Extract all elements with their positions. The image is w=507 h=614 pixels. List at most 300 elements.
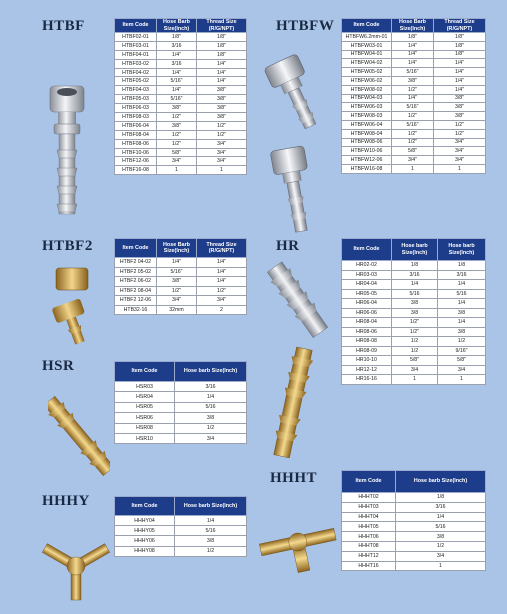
table-header-row xyxy=(115,19,247,33)
table-cell: HTBFW08-02 xyxy=(342,85,392,94)
table-row xyxy=(115,113,247,122)
column-header: Item Code xyxy=(115,497,175,516)
table-cell: 1/8 xyxy=(438,261,486,271)
column-header: Hose barb Size(Inch) xyxy=(438,239,486,261)
table-cell: HTBFW08-03 xyxy=(342,112,392,121)
table-row xyxy=(115,526,247,536)
hsr-table xyxy=(114,361,247,444)
table-cell: HHHT04 xyxy=(342,512,396,522)
column-header: Item Code xyxy=(115,362,175,382)
table-row xyxy=(115,139,247,148)
table-row xyxy=(342,356,486,366)
table-cell: 5/16 xyxy=(175,402,247,412)
table-cell: 1/4 xyxy=(175,392,247,402)
table-cell: 1/2 xyxy=(396,541,486,551)
table-row xyxy=(115,148,247,157)
table-row xyxy=(342,59,486,68)
table-cell: 1/8" xyxy=(434,33,486,42)
table-cell: HTBF10-06 xyxy=(115,148,157,157)
table-row xyxy=(342,261,486,271)
table-cell: HHHT08 xyxy=(342,541,396,551)
table-cell: 3/4 xyxy=(438,365,486,375)
table-cell: 1/8" xyxy=(197,41,247,50)
table-row xyxy=(342,41,486,50)
table-cell: HR06-06 xyxy=(342,308,392,318)
table-cell: HHHY06 xyxy=(115,536,175,546)
table-row xyxy=(342,318,486,328)
table-row xyxy=(342,147,486,156)
table-row xyxy=(342,532,486,542)
table-cell: HTBFW6.2mm-01 xyxy=(342,33,392,42)
table-cell: HTBFW10-06 xyxy=(342,147,392,156)
table-cell: 1/2" xyxy=(392,138,434,147)
column-header: Hose barb Size(Inch) xyxy=(175,497,247,516)
table-cell: 32mm xyxy=(157,305,197,315)
htbfw-title: HTBFW xyxy=(276,18,335,34)
table-cell: 1/4 xyxy=(396,512,486,522)
column-header: Hose barb Size(Inch) xyxy=(175,362,247,382)
table-cell: 3/4" xyxy=(157,157,197,166)
table-cell: 5/16 xyxy=(392,289,438,299)
table-cell: HTBFW12-06 xyxy=(342,156,392,165)
table-header-row xyxy=(342,19,486,33)
table-cell: HTBF2 08-04 xyxy=(115,286,157,296)
table-cell: HHHY08 xyxy=(115,546,175,556)
table-cell: 3/16 xyxy=(157,59,197,68)
hr-fitting-image xyxy=(262,258,338,468)
table-cell: 3/4" xyxy=(434,138,486,147)
table-cell: 1/2 xyxy=(175,546,247,556)
table-header-row xyxy=(342,471,486,493)
table-cell: HTBFW06-04 xyxy=(342,120,392,129)
table-cell: HTBF2 05-02 xyxy=(115,267,157,277)
table-row xyxy=(115,121,247,130)
table-cell: 1/4" xyxy=(157,86,197,95)
table-cell: 3/4 xyxy=(392,365,438,375)
table-cell: HSR03 xyxy=(115,382,175,392)
table-cell: 1/2" xyxy=(392,112,434,121)
table-cell: HR16-16 xyxy=(342,375,392,385)
table-cell: HHHY04 xyxy=(115,516,175,526)
table-cell: 1/4" xyxy=(197,267,247,277)
table-cell: 5/8" xyxy=(392,356,438,366)
table-cell: 3/8" xyxy=(197,104,247,113)
table-cell: 5/16" xyxy=(392,103,434,112)
table-cell: 3/8 xyxy=(392,308,438,318)
table-header-row xyxy=(342,239,486,261)
table-cell: HR08-06 xyxy=(342,327,392,337)
column-header: Item Code xyxy=(342,19,392,33)
table-cell: 3/16 xyxy=(438,270,486,280)
hr-table xyxy=(341,238,486,385)
table-cell: HHHT02 xyxy=(342,493,396,503)
table-cell: HR02-02 xyxy=(342,261,392,271)
table-cell: 5/8" xyxy=(157,148,197,157)
table-cell: HR06-04 xyxy=(342,299,392,309)
table-cell: 1/2" xyxy=(434,120,486,129)
table-cell: HSR08 xyxy=(115,423,175,433)
table-row xyxy=(342,112,486,121)
table-cell: 1/4 xyxy=(438,318,486,328)
column-header: Hose barb Size(Inch) xyxy=(396,471,486,493)
table-cell: 3/8 xyxy=(175,413,247,423)
table-cell: 1/2 xyxy=(392,337,438,347)
table-cell: 3/8 xyxy=(396,532,486,542)
column-header: Thread Size (R/G/NPT) xyxy=(434,19,486,33)
table-row xyxy=(115,86,247,95)
table-cell: 3/8" xyxy=(434,103,486,112)
table-cell: 1/4" xyxy=(434,68,486,77)
table-cell: 1/2 xyxy=(438,337,486,347)
table-cell: HTBF04-03 xyxy=(115,86,157,95)
table-row xyxy=(342,138,486,147)
table-row xyxy=(115,50,247,59)
table-cell: HTBF06-03 xyxy=(115,104,157,113)
table-row xyxy=(115,157,247,166)
table-row xyxy=(342,337,486,347)
table-cell: 1/4" xyxy=(434,85,486,94)
table-cell: 1 xyxy=(438,375,486,385)
table-cell: HTBFW06-02 xyxy=(342,76,392,85)
table-cell: 5/16" xyxy=(392,68,434,77)
htbfw-fitting-image xyxy=(262,52,332,237)
table-cell: HTBFW05-02 xyxy=(342,68,392,77)
table-cell: 5/16 xyxy=(438,289,486,299)
table-cell: 5/16 xyxy=(175,526,247,536)
table-row xyxy=(342,94,486,103)
table-cell: 1/4" xyxy=(197,59,247,68)
table-row xyxy=(342,346,486,356)
table-cell: 1/4" xyxy=(157,258,197,268)
table-cell: HTBF16-08 xyxy=(115,166,157,175)
column-header: Hose barb Size(Inch) xyxy=(392,239,438,261)
table-cell: 1/2" xyxy=(434,129,486,138)
table-cell: HR03-03 xyxy=(342,270,392,280)
table-cell: 1/4" xyxy=(392,50,434,59)
table-cell: 3/16 xyxy=(396,502,486,512)
htbf2-title: HTBF2 xyxy=(42,238,93,254)
table-row xyxy=(342,68,486,77)
table-row xyxy=(115,305,247,315)
table-cell: 3/16 xyxy=(157,41,197,50)
table-cell: HTBF05-02 xyxy=(115,77,157,86)
table-cell: 1/2" xyxy=(197,286,247,296)
htbf-table xyxy=(114,18,247,175)
table-cell: HSR10 xyxy=(115,433,175,443)
table-cell: 5/8" xyxy=(438,356,486,366)
table-cell: HTB32-16 xyxy=(115,305,157,315)
table-cell: 1/4" xyxy=(157,68,197,77)
table-cell: 1 xyxy=(392,164,434,173)
table-cell: 1/4 xyxy=(438,280,486,290)
table-cell: 3/4" xyxy=(392,156,434,165)
table-row xyxy=(115,41,247,50)
table-row xyxy=(342,129,486,138)
table-row xyxy=(115,392,247,402)
table-row xyxy=(342,85,486,94)
table-cell: 5/16" xyxy=(157,95,197,104)
table-cell: 1/2" xyxy=(392,85,434,94)
table-row xyxy=(115,95,247,104)
table-cell: HHHT06 xyxy=(342,532,396,542)
table-row xyxy=(115,402,247,412)
table-row xyxy=(115,516,247,526)
column-header: Thread Size (R/G/NPT) xyxy=(197,19,247,33)
table-cell: 3/16 xyxy=(175,382,247,392)
table-cell: HTBFW04-03 xyxy=(342,94,392,103)
table-row xyxy=(342,299,486,309)
table-row xyxy=(115,68,247,77)
table-row xyxy=(115,546,247,556)
table-cell: 3/8" xyxy=(434,94,486,103)
table-row xyxy=(342,327,486,337)
hhht-fitting-image xyxy=(258,512,338,574)
table-cell: 1/2" xyxy=(392,327,438,337)
table-cell: HR04-04 xyxy=(342,280,392,290)
table-cell: 3/8 xyxy=(175,536,247,546)
table-row xyxy=(342,365,486,375)
table-header-row xyxy=(115,239,247,258)
table-cell: HR12-12 xyxy=(342,365,392,375)
table-cell: 3/8 xyxy=(392,299,438,309)
table-row xyxy=(342,522,486,532)
table-cell: 1/2" xyxy=(157,139,197,148)
table-cell: HHHT12 xyxy=(342,551,396,561)
table-cell: 1/2" xyxy=(157,286,197,296)
table-cell: 3/4" xyxy=(434,156,486,165)
table-cell: HTBF08-03 xyxy=(115,113,157,122)
table-cell: 3/4" xyxy=(197,157,247,166)
table-row xyxy=(342,375,486,385)
table-cell: HTBFW08-04 xyxy=(342,129,392,138)
htbf-fitting-image xyxy=(38,80,108,230)
htbfw-table xyxy=(341,18,486,174)
table-cell: 3/4" xyxy=(197,296,247,306)
table-cell: HTBF03-01 xyxy=(115,41,157,50)
table-row xyxy=(115,258,247,268)
table-header-row xyxy=(115,362,247,382)
table-cell: HTBFW08-06 xyxy=(342,138,392,147)
table-cell: HSR05 xyxy=(115,402,175,412)
table-row xyxy=(342,289,486,299)
htbf2-fitting-image xyxy=(48,264,98,349)
table-header-row xyxy=(115,497,247,516)
table-cell: 2 xyxy=(197,305,247,315)
table-cell: 1/2" xyxy=(392,129,434,138)
table-cell: HTBFW03-01 xyxy=(342,41,392,50)
table-cell: 3/8" xyxy=(197,86,247,95)
table-row xyxy=(115,130,247,139)
table-cell: 3/4 xyxy=(396,551,486,561)
table-cell: 1/4" xyxy=(197,258,247,268)
table-cell: 9/16" xyxy=(438,346,486,356)
table-cell: 1/2 xyxy=(175,423,247,433)
table-row xyxy=(342,551,486,561)
table-cell: 1/2" xyxy=(197,121,247,130)
table-cell: HHHT03 xyxy=(342,502,396,512)
table-cell: 3/8" xyxy=(157,121,197,130)
column-header: Item Code xyxy=(115,19,157,33)
table-cell: 3/8 xyxy=(438,308,486,318)
table-cell: HTBF08-06 xyxy=(115,139,157,148)
table-row xyxy=(342,76,486,85)
table-cell: 1/4" xyxy=(392,94,434,103)
column-header: Item Code xyxy=(342,239,392,261)
table-cell: 3/8 xyxy=(438,327,486,337)
table-cell: 1/8" xyxy=(392,33,434,42)
htbf-title: HTBF xyxy=(42,18,85,34)
column-header: Item Code xyxy=(342,471,396,493)
table-cell: HHHT16 xyxy=(342,561,396,571)
table-cell: HR08-04 xyxy=(342,318,392,328)
table-cell: HTBFW04-01 xyxy=(342,50,392,59)
table-row xyxy=(115,296,247,306)
table-cell: HR08-09 xyxy=(342,346,392,356)
hhht-table xyxy=(341,470,486,571)
table-row xyxy=(115,277,247,287)
table-cell: 1/8 xyxy=(396,493,486,503)
table-row xyxy=(115,33,247,42)
table-cell: HR05-05 xyxy=(342,289,392,299)
hhht-title: HHHT xyxy=(270,470,318,486)
table-row xyxy=(115,286,247,296)
table-row xyxy=(342,561,486,571)
table-cell: 1/4" xyxy=(392,41,434,50)
table-cell: 3/4" xyxy=(197,139,247,148)
table-cell: HTBF06-04 xyxy=(115,121,157,130)
column-header: Item Code xyxy=(115,239,157,258)
table-cell: 5/8" xyxy=(392,147,434,156)
hr-title: HR xyxy=(276,238,300,254)
table-cell: HTBF04-01 xyxy=(115,50,157,59)
hhhy-title: HHHY xyxy=(42,493,90,509)
table-row xyxy=(342,541,486,551)
column-header: Hose Barb Size(Inch) xyxy=(157,19,197,33)
table-row xyxy=(342,50,486,59)
table-row xyxy=(342,120,486,129)
table-cell: HSR04 xyxy=(115,392,175,402)
table-cell: 1/2 xyxy=(392,346,438,356)
table-cell: 1/8" xyxy=(197,50,247,59)
table-cell: 3/4 xyxy=(175,433,247,443)
table-cell: 1/4" xyxy=(197,77,247,86)
table-cell: HR10-10 xyxy=(342,356,392,366)
table-cell: 1 xyxy=(396,561,486,571)
table-cell: HTBF12-06 xyxy=(115,157,157,166)
table-cell: 1/8" xyxy=(434,50,486,59)
table-cell: 1/4" xyxy=(434,59,486,68)
table-row xyxy=(342,493,486,503)
table-row xyxy=(115,382,247,392)
table-cell: HTBF03-02 xyxy=(115,59,157,68)
table-cell: HTBFW06-03 xyxy=(342,103,392,112)
table-cell: 1 xyxy=(157,166,197,175)
column-header: Hose Barb Size(Inch) xyxy=(392,19,434,33)
table-cell: 1/4" xyxy=(157,50,197,59)
table-row xyxy=(115,77,247,86)
table-row xyxy=(115,104,247,113)
table-cell: 1/2" xyxy=(197,130,247,139)
table-cell: 1/4" xyxy=(392,59,434,68)
table-cell: 5/16" xyxy=(392,120,434,129)
table-cell: 1 xyxy=(392,375,438,385)
table-cell: HHHY05 xyxy=(115,526,175,536)
table-cell: HR08-08 xyxy=(342,337,392,347)
column-header: Thread Size (R/G/NPT) xyxy=(197,239,247,258)
table-cell: 3/8" xyxy=(197,95,247,104)
table-cell: 3/4" xyxy=(434,147,486,156)
table-cell: 3/4" xyxy=(197,148,247,157)
table-row xyxy=(342,103,486,112)
table-cell: 1 xyxy=(197,166,247,175)
table-row xyxy=(342,33,486,42)
table-row xyxy=(342,280,486,290)
table-cell: 3/16 xyxy=(392,270,438,280)
table-cell: 1 xyxy=(434,164,486,173)
table-cell: 1/8" xyxy=(157,33,197,42)
table-row xyxy=(342,164,486,173)
table-row xyxy=(115,166,247,175)
table-cell: 1/4 xyxy=(175,516,247,526)
table-cell: HTBF2 04-02 xyxy=(115,258,157,268)
table-row xyxy=(115,59,247,68)
table-cell: HSR06 xyxy=(115,413,175,423)
column-header: Hose Barb Size(Inch) xyxy=(157,239,197,258)
table-cell: 1/4" xyxy=(197,277,247,287)
table-cell: 3/8" xyxy=(157,104,197,113)
table-cell: HTBF2 12-06 xyxy=(115,296,157,306)
table-row xyxy=(342,512,486,522)
table-row xyxy=(115,433,247,443)
table-cell: 3/8" xyxy=(157,277,197,287)
table-row xyxy=(115,536,247,546)
table-cell: 1/8" xyxy=(434,41,486,50)
table-cell: HTBFW16-08 xyxy=(342,164,392,173)
table-cell: HTBF02-01 xyxy=(115,33,157,42)
table-cell: 1/8 xyxy=(392,261,438,271)
hhhy-table xyxy=(114,496,247,557)
table-row xyxy=(115,423,247,433)
table-cell: 1/8" xyxy=(197,33,247,42)
table-cell: HTBF08-04 xyxy=(115,130,157,139)
table-row xyxy=(115,413,247,423)
table-row xyxy=(115,267,247,277)
table-row xyxy=(342,308,486,318)
table-row xyxy=(342,502,486,512)
table-cell: 5/16" xyxy=(157,77,197,86)
table-cell: HTBF04-02 xyxy=(115,68,157,77)
hhhy-fitting-image xyxy=(40,528,112,602)
hsr-title: HSR xyxy=(42,358,75,374)
table-cell: 3/8" xyxy=(392,76,434,85)
table-cell: 5/16 xyxy=(396,522,486,532)
table-cell: 1/2" xyxy=(157,130,197,139)
table-cell: 1/4 xyxy=(438,299,486,309)
hsr-fitting-image xyxy=(48,390,110,482)
table-cell: 5/16" xyxy=(157,267,197,277)
table-cell: 1/2" xyxy=(392,318,438,328)
table-cell: 3/4" xyxy=(157,296,197,306)
table-cell: 3/8" xyxy=(434,112,486,121)
table-cell: 3/8" xyxy=(197,113,247,122)
table-cell: 1/4" xyxy=(434,76,486,85)
table-cell: HHHT05 xyxy=(342,522,396,532)
table-cell: 1/4 xyxy=(392,280,438,290)
table-cell: 1/2" xyxy=(157,113,197,122)
table-cell: HTBFW04-02 xyxy=(342,59,392,68)
htbf2-table xyxy=(114,238,247,315)
table-cell: HTBF2 06-02 xyxy=(115,277,157,287)
